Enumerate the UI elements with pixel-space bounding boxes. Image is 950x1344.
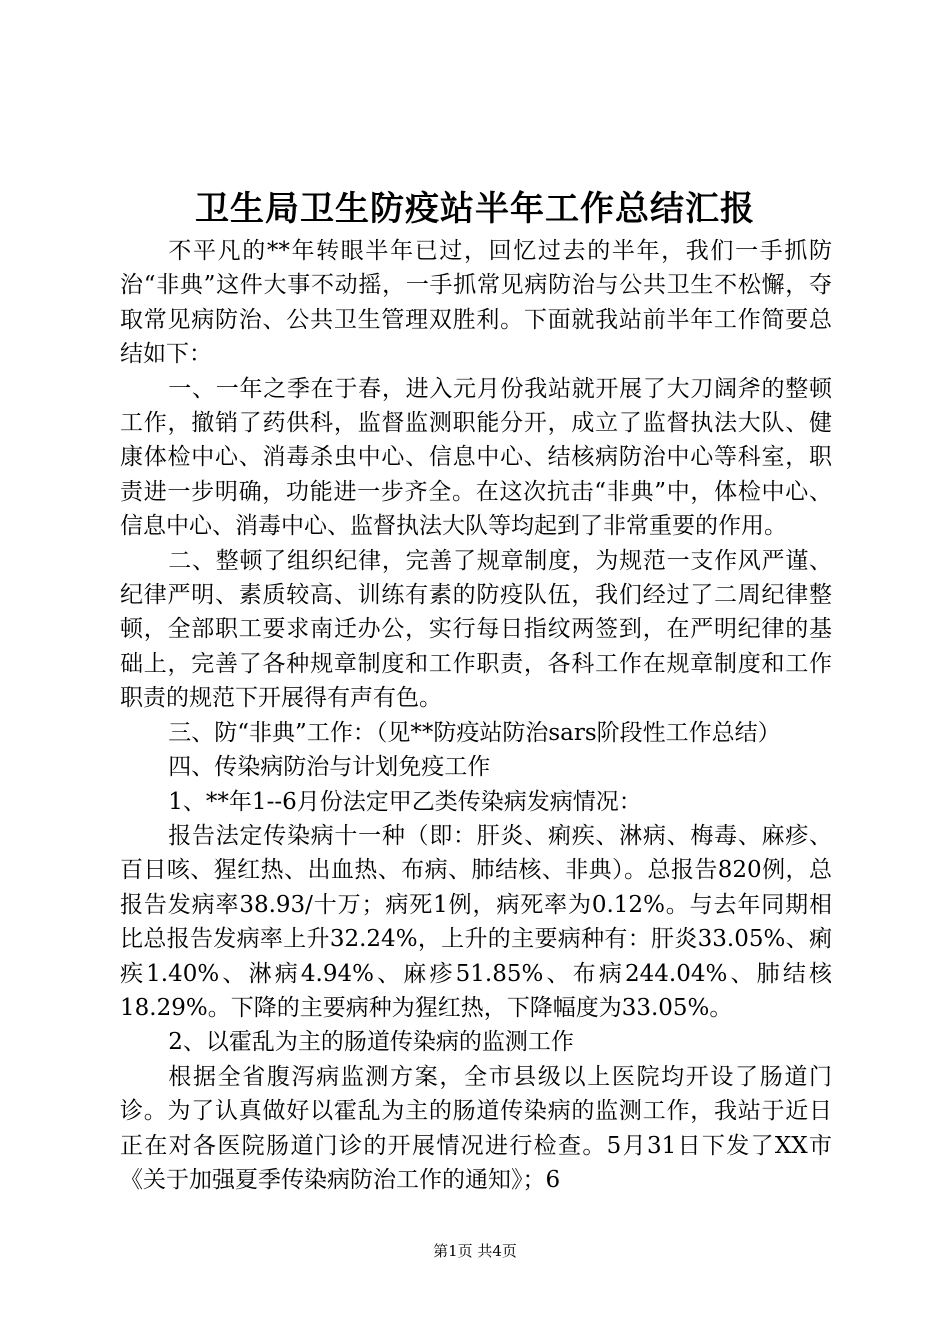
- document-body: [120, 234, 832, 1197]
- paragraph-subsection-1-heading: 1、**年1--6月份法定甲乙类传染病发病情况：: [168, 788, 642, 815]
- page-footer: 第1页 共4页: [433, 1242, 517, 1260]
- paragraph-section-4-heading: 四、传染病防治与计划免疫工作: [168, 754, 491, 781]
- paragraph-diarrhea-monitoring: 根据全省腹泻病监测方案，全市县级以上医院均开设了肠道门诊。为了认真做好以霍乱为主的肠道传染病的监测工作，我站于近日正在对各医院肠道门诊的开展情况进行检查。5月31日下发了XX市《关于加强夏季传染病防治工作的通知》；6: [120, 1063, 832, 1193]
- paragraph-section-2: 二、整顿了组织纪律，完善了规章制度，为规范一支作风严谨、纪律严明、素质较高、训练有素的防疫队伍，我们经过了二周纪律整顿，全部职工要求南迁办公，实行每日指纹两签到，在严明纪律的基础上，完善了各种规章制度和工作职责，各科工作在规章制度和工作职责的规范下开展得有声有色。: [120, 547, 832, 712]
- paragraph-intro: 不平凡的**年转眼半年已过，回忆过去的半年，我们一手抓防治“非典”这件大事不动摇，一手抓常见病防治与公共卫生不松懈，夺取常见病防治、公共卫生管理双胜利。下面就我站前半年工作简要总结如下：: [120, 238, 832, 368]
- document-title: 卫生局卫生防疫站半年工作总结汇报: [195, 189, 755, 229]
- paragraph-disease-report: 报告法定传染病十一种（即：肝炎、痢疾、淋病、梅毒、麻疹、百日咳、猩红热、出血热、布病、肺结核、非典）。总报告820例，总报告发病率38.93/十万；病死1例，病死率为0.12%。与去年同期相比总报告发病率上升32.24%，上升的主要病种有：肝炎33.05%、痢疾1.40%、淋病4.94%、麻疹51.85%、布病244.04%、肺结核18.29%。下降的主要病种为猩红热，下降幅度为33.05%。: [120, 822, 832, 1021]
- paragraph-subsection-2-heading: 2、以霍乱为主的肠道传染病的监测工作: [168, 1029, 574, 1056]
- paragraph-section-3: 三、防“非典”工作：（见**防疫站防治sars阶段性工作总结）: [168, 719, 781, 746]
- paragraph-section-1: 一、一年之季在于春，进入元月份我站就开展了大刀阔斧的整顿工作，撤销了药供科，监督监测职能分开，成立了监督执法大队、健康体检中心、消毒杀虫中心、信息中心、结核病防治中心等科室，职责进一步明确，功能进一步齐全。在这次抗击“非典”中，体检中心、信息中心、消毒中心、监督执法大队等均起到了非常重要的作用。: [120, 375, 832, 540]
